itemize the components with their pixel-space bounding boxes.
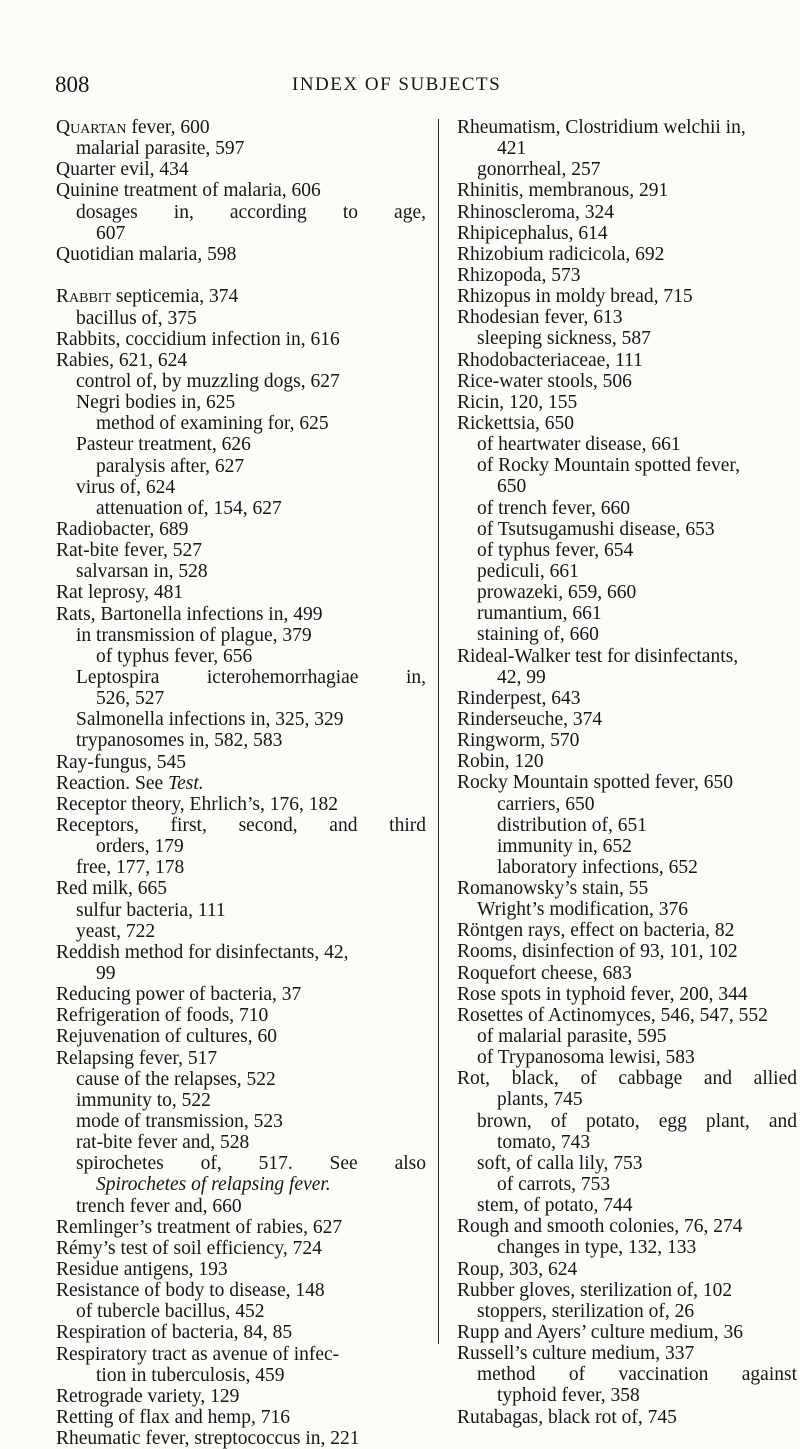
index-entry: Radiobacter, 689 [56, 519, 189, 541]
index-entry: Rutabagas, black rot of, 745 [457, 1406, 677, 1428]
index-subentry: paralysis after, 627 [96, 455, 245, 477]
index-subentry: of carrots, 753 [497, 1174, 611, 1196]
index-subentry: malarial parasite, 597 [76, 138, 245, 160]
running-head: INDEX OF SUBJECTS [292, 74, 502, 95]
index-entry: Rejuvenation of cultures, 60 [56, 1026, 277, 1048]
index-subentry: of typhus fever, 654 [477, 539, 634, 561]
index-entry: Rinderpest, 643 [457, 687, 581, 709]
index-column-right [457, 117, 797, 1428]
index-entry: Russell’s culture medium, 337 [457, 1343, 695, 1365]
index-entry: Rat leprosy, 481 [56, 582, 184, 604]
index-entry: Rideal-Walker test for disinfectants, [457, 645, 739, 667]
index-subentry: yeast, 722 [76, 920, 156, 942]
index-column-left [56, 117, 426, 1449]
index-subentry: laboratory infections, 652 [497, 856, 698, 878]
index-entry: Romanowsky’s stain, 55 [457, 878, 649, 900]
index-subentry: orders, 179 [96, 836, 184, 858]
index-subentry: Salmonella infections in, 325, 329 [76, 709, 344, 731]
index-entry: Rubber gloves, sterilization of, 102 [457, 1279, 733, 1301]
index-subentry: changes in type, 132, 133 [497, 1237, 697, 1259]
index-subentry: rumantium, 661 [477, 603, 602, 625]
index-subentry: free, 177, 178 [76, 857, 185, 879]
index-entry: Rupp and Ayers’ culture medium, 36 [457, 1322, 743, 1344]
index-entry: Rhinoscleroma, 324 [457, 201, 615, 223]
index-entry: Rémy’s test of soil efficiency, 724 [56, 1237, 322, 1259]
index-entry: Rosettes of Actinomyces, 546, 547, 552 [457, 1004, 768, 1026]
index-entry: Residue antigens, 193 [56, 1258, 228, 1280]
index-subentry: staining of, 660 [477, 624, 599, 646]
index-entry: Rocky Mountain spotted fever, 650 [457, 772, 733, 794]
index-subentry: 607 [96, 222, 126, 244]
index-entry: Rhodobacteriaceae, 111 [457, 349, 643, 371]
page-number: 808 [55, 72, 90, 97]
index-subentry: bacillus of, 375 [76, 307, 197, 329]
index-subentry: of Trypanosoma lewisi, 583 [477, 1047, 695, 1069]
index-subentry: trypanosomes in, 582, 583 [76, 730, 283, 752]
index-subentry: Leptospira icterohemorrhagiae in, [76, 667, 426, 689]
page-header [0, 72, 800, 102]
index-entry: Receptors, first, second, and third [56, 815, 426, 836]
index-subentry: mode of transmission, 523 [76, 1110, 283, 1132]
index-subentry: typhoid fever, 358 [497, 1385, 640, 1407]
index-subentry: control of, by muzzling dogs, 627 [76, 371, 340, 393]
index-entry: Rhizopus in moldy bread, 715 [457, 286, 693, 308]
index-subentry: carriers, 650 [497, 793, 595, 815]
index-entry: Rickettsia, 650 [457, 412, 574, 434]
index-entry: Rheumatism, Clostridium welchii in, [457, 117, 746, 138]
index-subentry: spirochetes of, 517. See also [76, 1153, 426, 1175]
index-entry: Rhizopoda, 573 [457, 264, 581, 286]
index-entry: Rabbit septicemia, 374 [56, 286, 239, 308]
index-entry: Relapsing fever, 517 [56, 1047, 218, 1069]
index-subentry: immunity to, 522 [76, 1089, 211, 1111]
index-subentry: tion in tuberculosis, 459 [96, 1364, 285, 1386]
index-entry: Quartan fever, 600 [56, 117, 210, 138]
index-entry: Rat-bite fever, 527 [56, 540, 202, 562]
index-entry: Reddish method for disinfectants, 42, [56, 941, 349, 963]
index-subentry: tomato, 743 [497, 1131, 591, 1153]
index-subentry: Spirochetes of relapsing fever. [96, 1174, 331, 1196]
index-subentry: soft, of calla lily, 753 [477, 1152, 643, 1174]
index-entry: Resistance of body to disease, 148 [56, 1280, 325, 1302]
index-entry: Ringworm, 570 [457, 730, 580, 752]
index-subentry: prowazeki, 659, 660 [477, 582, 637, 604]
index-subentry: of malarial parasite, 595 [477, 1026, 667, 1048]
index-subentry: Pasteur treatment, 626 [76, 434, 251, 456]
index-entry: Retrograde variety, 129 [56, 1385, 240, 1407]
index-subentry: stem, of potato, 744 [477, 1195, 633, 1217]
index-subentry: plants, 745 [497, 1089, 583, 1111]
index-subentry: of tubercle bacillus, 452 [76, 1301, 265, 1323]
index-entry: Rhinitis, membranous, 291 [457, 180, 669, 202]
index-subentry: method of examining for, 625 [96, 413, 329, 435]
index-subentry: of Rocky Mountain spotted fever, [477, 455, 740, 477]
index-entry: Quinine treatment of malaria, 606 [56, 180, 321, 202]
index-subentry: virus of, 624 [76, 476, 176, 498]
index-subentry: attenuation of, 154, 627 [96, 497, 282, 519]
index-entry: Respiration of bacteria, 84, 85 [56, 1322, 293, 1344]
index-entry: Röntgen rays, effect on bacteria, 82 [457, 920, 735, 942]
index-entry: Rot, black, of cabbage and allied [457, 1068, 797, 1090]
index-subentry: 526, 527 [96, 688, 165, 710]
index-entry: Rinderseuche, 374 [457, 708, 603, 730]
index-entry: Roquefort cheese, 683 [457, 962, 632, 984]
index-entry: Rhizobium radicicola, 692 [457, 243, 665, 265]
index-entry: Rabies, 621, 624 [56, 349, 188, 371]
index-subentry: stoppers, sterilization of, 26 [477, 1300, 695, 1322]
index-subentry: salvarsan in, 528 [76, 561, 208, 583]
index-subentry: rat-bite fever and, 528 [76, 1132, 250, 1154]
index-subentry: gonorrheal, 257 [477, 159, 601, 181]
index-entry: Rice-water stools, 506 [457, 370, 632, 392]
index-subentry: sulfur bacteria, 111 [76, 899, 226, 921]
index-entry: Remlinger’s treatment of rabies, 627 [56, 1216, 343, 1238]
index-subentry: method of vaccination against [477, 1364, 797, 1386]
index-entry: Quarter evil, 434 [56, 159, 189, 181]
index-subentry: sleeping sickness, 587 [477, 328, 651, 350]
index-subentry: dosages in, according to age, [76, 201, 426, 223]
index-entry: Roup, 303, 624 [457, 1258, 578, 1280]
index-entry: Quotidian malaria, 598 [56, 243, 237, 265]
index-subentry: immunity in, 652 [497, 835, 632, 857]
index-entry: Rats, Bartonella infections in, 499 [56, 603, 323, 625]
index-entry: Refrigeration of foods, 710 [56, 1005, 269, 1027]
index-subentry: 42, 99 [497, 666, 546, 688]
index-entry: Rabbits, coccidium infection in, 616 [56, 328, 340, 350]
index-subentry: brown, of potato, egg plant, and [477, 1110, 797, 1132]
index-entry: Ray-fungus, 545 [56, 751, 186, 773]
index-subentry: 650 [497, 476, 527, 498]
index-subentry: 421 [497, 138, 527, 160]
column-divider [438, 119, 439, 1344]
index-subentry: trench fever and, 660 [76, 1195, 242, 1217]
index-subentry: 99 [96, 962, 116, 984]
index-subentry: distribution of, 651 [497, 814, 648, 836]
index-entry: Receptor theory, Ehrlich’s, 176, 182 [56, 793, 338, 815]
index-entry: Rough and smooth colonies, 76, 274 [457, 1216, 743, 1238]
index-entry: Rooms, disinfection of 93, 101, 102 [457, 941, 738, 963]
index-entry: Reducing power of bacteria, 37 [56, 984, 302, 1006]
index-entry: Rhipicephalus, 614 [457, 222, 608, 244]
index-subentry: of trench fever, 660 [477, 497, 630, 519]
index-entry: Rhodesian fever, 613 [457, 307, 623, 329]
index-entry: Retting of flax and hemp, 716 [56, 1406, 290, 1428]
index-entry: Robin, 120 [457, 751, 544, 773]
index-entry: Ricin, 120, 155 [457, 391, 578, 413]
index-entry: Respiratory tract as avenue of infec- [56, 1343, 340, 1365]
index-subentry: cause of the relapses, 522 [76, 1068, 276, 1090]
index-entry: Rheumatic fever, streptococcus in, 221 [56, 1428, 360, 1449]
index-subentry: of typhus fever, 656 [96, 645, 253, 667]
index-entry: Reaction. See Test. [56, 772, 204, 794]
index-subentry: Wright’s modification, 376 [477, 899, 688, 921]
index-subentry: pediculi, 661 [477, 560, 579, 582]
index-subentry: in transmission of plague, 379 [76, 624, 312, 646]
index-entry: Red milk, 665 [56, 878, 168, 900]
index-subentry: of Tsutsugamushi disease, 653 [477, 518, 715, 540]
index-subentry: Negri bodies in, 625 [76, 392, 236, 414]
index-subentry: of heartwater disease, 661 [477, 434, 681, 456]
index-entry: Rose spots in typhoid fever, 200, 344 [457, 983, 748, 1005]
